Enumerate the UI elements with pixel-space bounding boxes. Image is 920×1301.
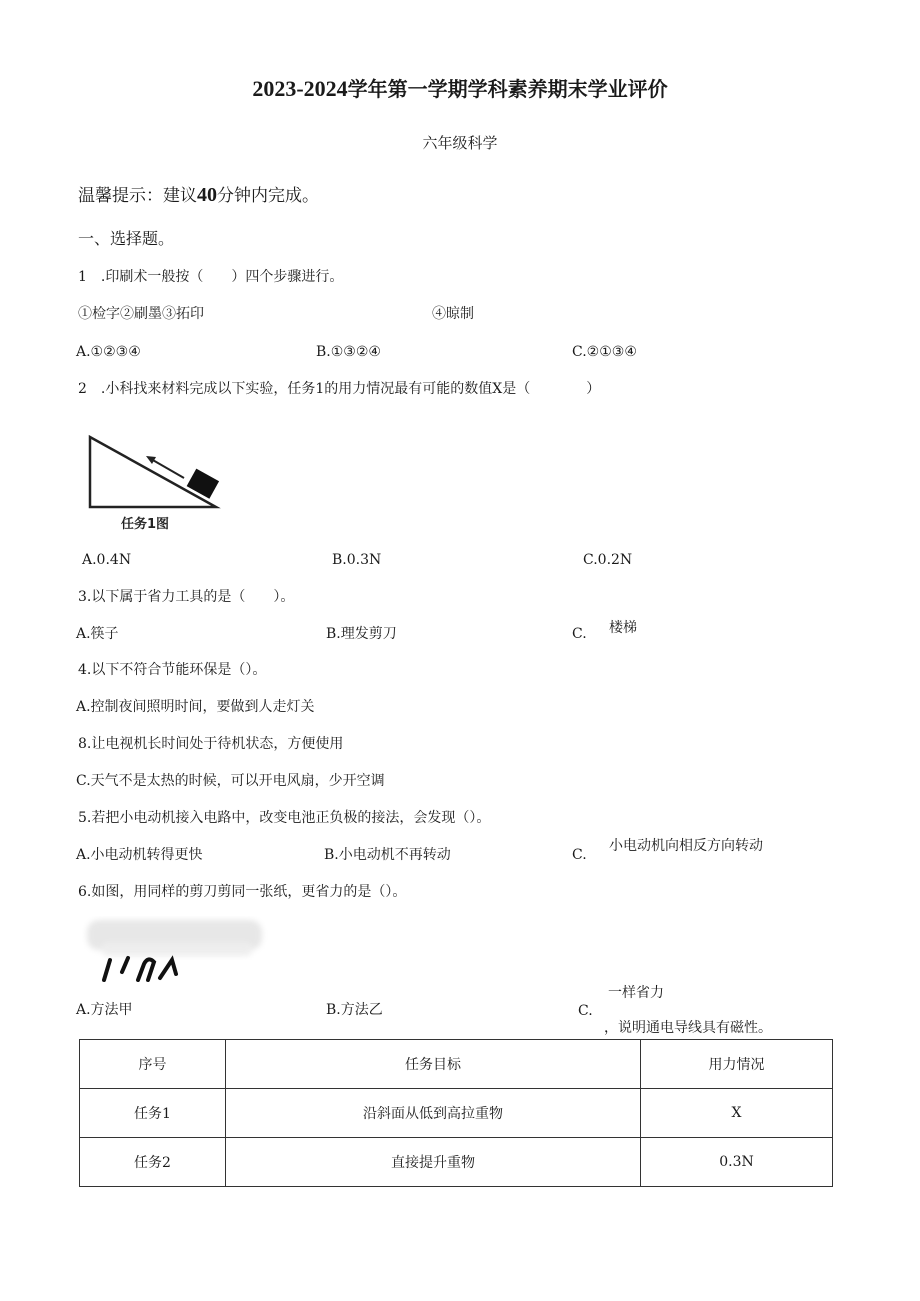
question-4-option-a: A.控制夜间照明时间，要做到人走灯关 (76, 699, 315, 715)
table-cell: 0.3N (641, 1138, 833, 1187)
scissors-figure-faded (82, 912, 272, 982)
question-3-stem: 3.以下属于省力工具的是（ ）。 (78, 589, 295, 605)
table-header-cell: 用力情况 (641, 1040, 833, 1089)
scissors-sketch (104, 958, 176, 980)
question-1-stem: 1 .印刷术一般按（ ）四个步骤进行。 (78, 269, 344, 285)
question-3-option-c: 楼梯 (609, 620, 637, 636)
question-1-option-b: B.①③②④ (316, 344, 381, 360)
question-3-option-a: A.筷子 (76, 626, 119, 642)
exam-subtitle: 六年级科学 (422, 134, 498, 152)
question-1-steps: ①检字②刷墨③拓印 (78, 306, 204, 322)
table-row (80, 1089, 833, 1138)
pull-arrow-line (151, 459, 184, 478)
question-5-option-b: B.小电动机不再转动 (324, 847, 451, 863)
table-cell: 任务1 (80, 1089, 226, 1138)
table-cell: 直接提升重物 (226, 1138, 641, 1187)
question-4-option-b: 8.让电视机长时间处于待机状态，方便使用 (78, 736, 344, 752)
stray-text: ，说明通电导线具有磁性。 (604, 1020, 772, 1036)
question-1-steps-extra: ④晾制 (432, 306, 474, 322)
question-5-option-a: A.小电动机转得更快 (76, 847, 203, 863)
figure-1-caption: 任务1图 (121, 517, 170, 532)
question-4-option-c: C.天气不是太热的时候，可以开电风扇，少开空调 (76, 773, 385, 789)
question-5-option-c-label: C. (572, 847, 587, 863)
question-1-option-c: C.②①③④ (572, 344, 637, 360)
question-2-option-a: A.0.4N (82, 552, 132, 568)
question-1-option-a: A.①②③④ (76, 344, 141, 360)
table-cell: X (641, 1089, 833, 1138)
question-2-stem: 2 .小科找来材料完成以下实验，任务1的用力情况最有可能的数值X是（ ） (78, 381, 601, 397)
question-3-option-c-label: C. (572, 626, 587, 642)
question-5-stem: 5.若把小电动机接入电路中，改变电池正负极的接法，会发现（）。 (78, 810, 491, 826)
question-2-option-b: B.0.3N (332, 552, 382, 568)
question-6-stem: 6.如图，用同样的剪刀剪同一张纸，更省力的是（）。 (78, 884, 407, 900)
question-2-option-c: C.0.2N (583, 552, 633, 568)
table-row (80, 1138, 833, 1187)
table-header-cell: 任务目标 (226, 1040, 641, 1089)
question-3-option-b: B.理发剪刀 (326, 626, 397, 642)
question-6-option-a: A.方法甲 (76, 1002, 133, 1018)
question-5-option-c: 小电动机向相反方向转动 (609, 838, 763, 854)
table-header-row (80, 1040, 833, 1089)
table-cell: 沿斜面从低到高拉重物 (226, 1089, 641, 1138)
exam-title: 2023-2024学年第一学期学科素养期末学业评价 (252, 76, 668, 101)
table-header-cell: 序号 (80, 1040, 226, 1089)
question-6-option-b: B.方法乙 (326, 1002, 383, 1018)
table-cell: 任务2 (80, 1138, 226, 1187)
time-tip: 温馨提示：建议40分钟内完成。 (78, 184, 319, 206)
faded-figure-area (87, 920, 262, 956)
section-heading: 一、选择题。 (78, 229, 175, 248)
question-6-option-c-label: C. (578, 1003, 593, 1019)
question-4-stem: 4.以下不符合节能环保是（）。 (78, 662, 267, 678)
incline-figure (86, 433, 236, 538)
question-6-option-c: 一样省力 (608, 985, 664, 1001)
task-table (79, 1039, 833, 1187)
